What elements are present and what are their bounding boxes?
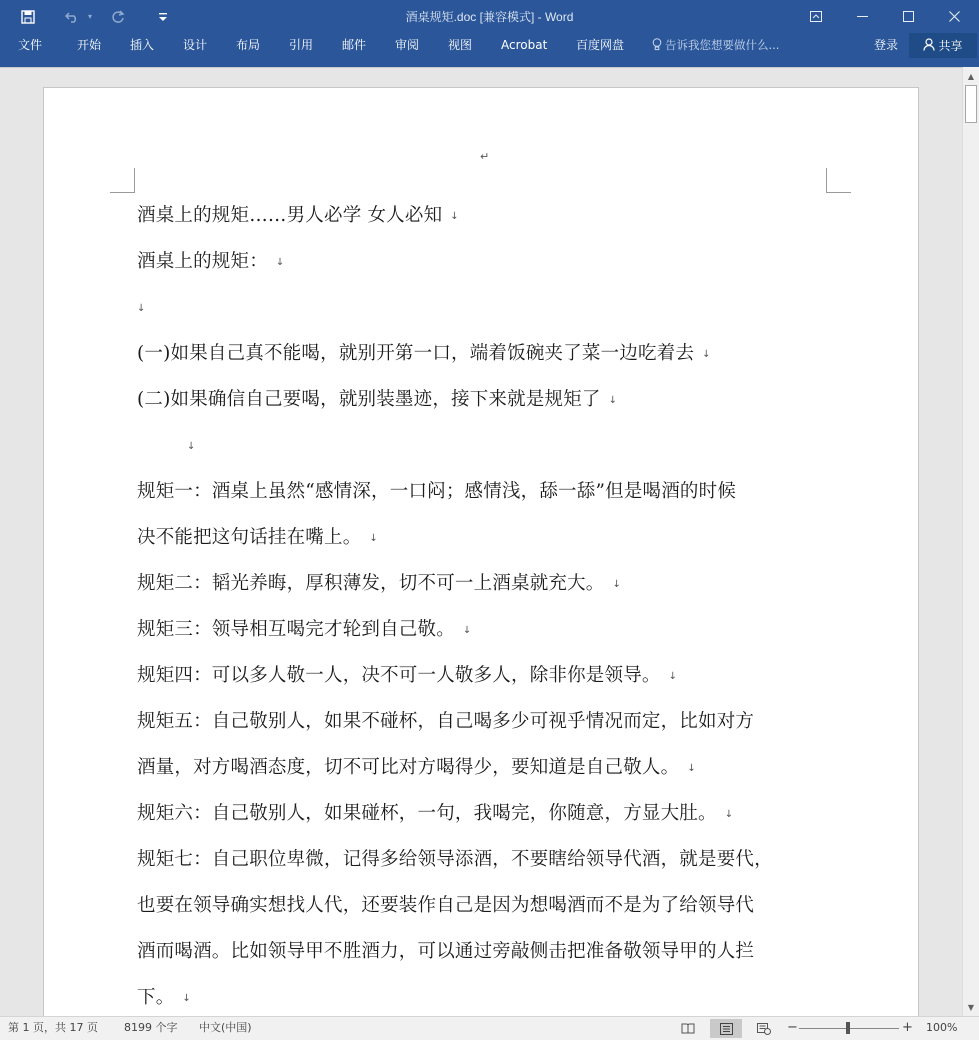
- paragraph-line[interactable]: 酒桌上的规矩……男人必学 女人必知 ↓: [137, 205, 459, 226]
- paragraph-line[interactable]: 下。 ↓: [137, 987, 191, 1008]
- paragraph-mark: ↓: [687, 763, 696, 774]
- paragraph-line[interactable]: 规矩四：可以多人敬一人，决不可一人敬多人，除非你是领导。 ↓: [137, 665, 678, 686]
- paragraph-mark: ↓: [182, 993, 191, 1004]
- tab-home[interactable]: 开始: [77, 38, 102, 52]
- tab-review[interactable]: 审阅: [395, 38, 420, 52]
- minimize-button[interactable]: [839, 0, 885, 33]
- paragraph-line[interactable]: 酒量，对方喝酒态度，切不可比对方喝得少，要知道是自己敬人。 ↓: [137, 757, 696, 778]
- tab-design[interactable]: 设计: [183, 38, 208, 52]
- maximize-button[interactable]: [885, 0, 931, 33]
- paragraph-line[interactable]: 决不能把这句话挂在嘴上。 ↓: [137, 527, 378, 548]
- crop-mark-top-left: [110, 168, 135, 193]
- lightbulb-icon: [652, 35, 662, 60]
- paragraph-mark: ↓: [702, 349, 711, 360]
- scroll-thumb[interactable]: [965, 85, 977, 123]
- share-label: 共享: [938, 39, 963, 53]
- paragraph-mark: ↓: [608, 395, 618, 406]
- zoom-out-button[interactable]: −: [787, 1020, 798, 1035]
- crop-mark-top-right: [826, 168, 851, 193]
- undo-dropdown-icon[interactable]: ▾: [87, 12, 92, 21]
- undo-icon[interactable]: [58, 0, 86, 33]
- paragraph-mark: ↓: [668, 671, 678, 682]
- paragraph-line[interactable]: 规矩五：自己敬别人，如果不碰杯，自己喝多少可视乎情况而定，比如对方: [137, 711, 755, 732]
- tab-baidu-netdisk[interactable]: 百度网盘: [576, 38, 625, 52]
- ribbon-display-options-icon[interactable]: [793, 0, 839, 33]
- paragraph-mark: ↓: [612, 579, 622, 590]
- header-paragraph-mark: ↵: [480, 150, 490, 163]
- paragraph-mark: ↓: [187, 441, 196, 452]
- zoom-level[interactable]: 100%: [926, 1021, 958, 1034]
- paragraph-line[interactable]: 规矩三：领导相互喝完才轮到自己敬。 ↓: [137, 619, 472, 640]
- tell-me-search[interactable]: [652, 33, 779, 58]
- customize-qat-icon[interactable]: [152, 0, 174, 33]
- zoom-slider-thumb[interactable]: [846, 1022, 850, 1034]
- tab-references[interactable]: 引用: [289, 38, 314, 52]
- paragraph-line[interactable]: 酒桌上的规矩： ↓: [137, 251, 285, 272]
- window-title: 酒桌规矩.doc [兼容模式] - Word: [405, 10, 574, 24]
- paragraph-line[interactable]: 酒而喝酒。比如领导甲不胜酒力，可以通过旁敲侧击把准备敬领导甲的人拦: [137, 941, 755, 962]
- scroll-down-icon[interactable]: ▼: [967, 1002, 975, 1012]
- paragraph-line[interactable]: [137, 434, 837, 459]
- document-workspace: [0, 67, 962, 1016]
- tell-me-placeholder: 告诉我您想要做什么...: [665, 38, 780, 52]
- print-layout-icon[interactable]: [710, 1019, 742, 1038]
- paragraph-mark: ↓: [450, 211, 459, 222]
- paragraph-mark: ↓: [462, 625, 472, 636]
- paragraph-line[interactable]: 也要在领导确实想找人代，还要装作自己是因为想喝酒而不是为了给领导代: [137, 895, 755, 916]
- paragraph-line[interactable]: 规矩六：自己敬别人，如果碰杯，一句，我喝完，你随意，方显大肚。 ↓: [137, 803, 734, 824]
- scroll-up-icon[interactable]: ▲: [967, 71, 975, 81]
- paragraph-line[interactable]: 规矩一：酒桌上虽然“感情深，一口闷；感情浅，舔一舔”但是喝酒的时候: [137, 481, 737, 502]
- document-page[interactable]: [43, 87, 919, 1016]
- tab-view[interactable]: 视图: [448, 38, 473, 52]
- status-bar: [0, 1016, 979, 1040]
- close-button[interactable]: [931, 0, 977, 33]
- paragraph-mark: ↓: [724, 809, 734, 820]
- paragraph-line[interactable]: (一)如果自己真不能喝，就别开第一口，端着饭碗夹了菜一边吃着去 ↓: [137, 343, 711, 364]
- vertical-scrollbar[interactable]: [962, 67, 979, 1016]
- paragraph-line[interactable]: [137, 296, 837, 321]
- paragraph-mark: ↓: [137, 303, 146, 314]
- save-icon[interactable]: [12, 0, 44, 33]
- person-icon: [923, 38, 935, 54]
- paragraph-line[interactable]: (二)如果确信自己要喝，就别装墨迹，接下来就是规矩了 ↓: [137, 389, 618, 410]
- read-mode-icon[interactable]: [672, 1019, 704, 1038]
- share-button[interactable]: [909, 33, 977, 58]
- zoom-in-button[interactable]: +: [902, 1020, 913, 1035]
- sign-in-link[interactable]: 登录: [874, 38, 899, 52]
- tab-acrobat[interactable]: Acrobat: [501, 38, 548, 52]
- paragraph-line[interactable]: 规矩二：韬光养晦，厚积薄发，切不可一上酒桌就充大。 ↓: [137, 573, 622, 594]
- title-bar: [0, 0, 979, 33]
- tab-mailings[interactable]: 邮件: [342, 38, 367, 52]
- language-indicator[interactable]: 中文(中国): [199, 1021, 252, 1034]
- redo-icon[interactable]: [104, 0, 132, 33]
- tab-layout[interactable]: 布局: [236, 38, 261, 52]
- ribbon-tabs: [0, 33, 979, 67]
- word-count[interactable]: 8199 个字: [124, 1021, 178, 1034]
- tab-file[interactable]: 文件: [18, 38, 43, 52]
- paragraph-mark: ↓: [275, 257, 285, 268]
- web-layout-icon[interactable]: [748, 1019, 780, 1038]
- paragraph-mark: ↓: [369, 533, 378, 544]
- page-count[interactable]: 第 1 页，共 17 页: [8, 1021, 98, 1034]
- paragraph-line[interactable]: 规矩七：自己职位卑微，记得多给领导添酒，不要瞎给领导代酒，就是要代，: [137, 849, 773, 870]
- tab-insert[interactable]: 插入: [130, 38, 155, 52]
